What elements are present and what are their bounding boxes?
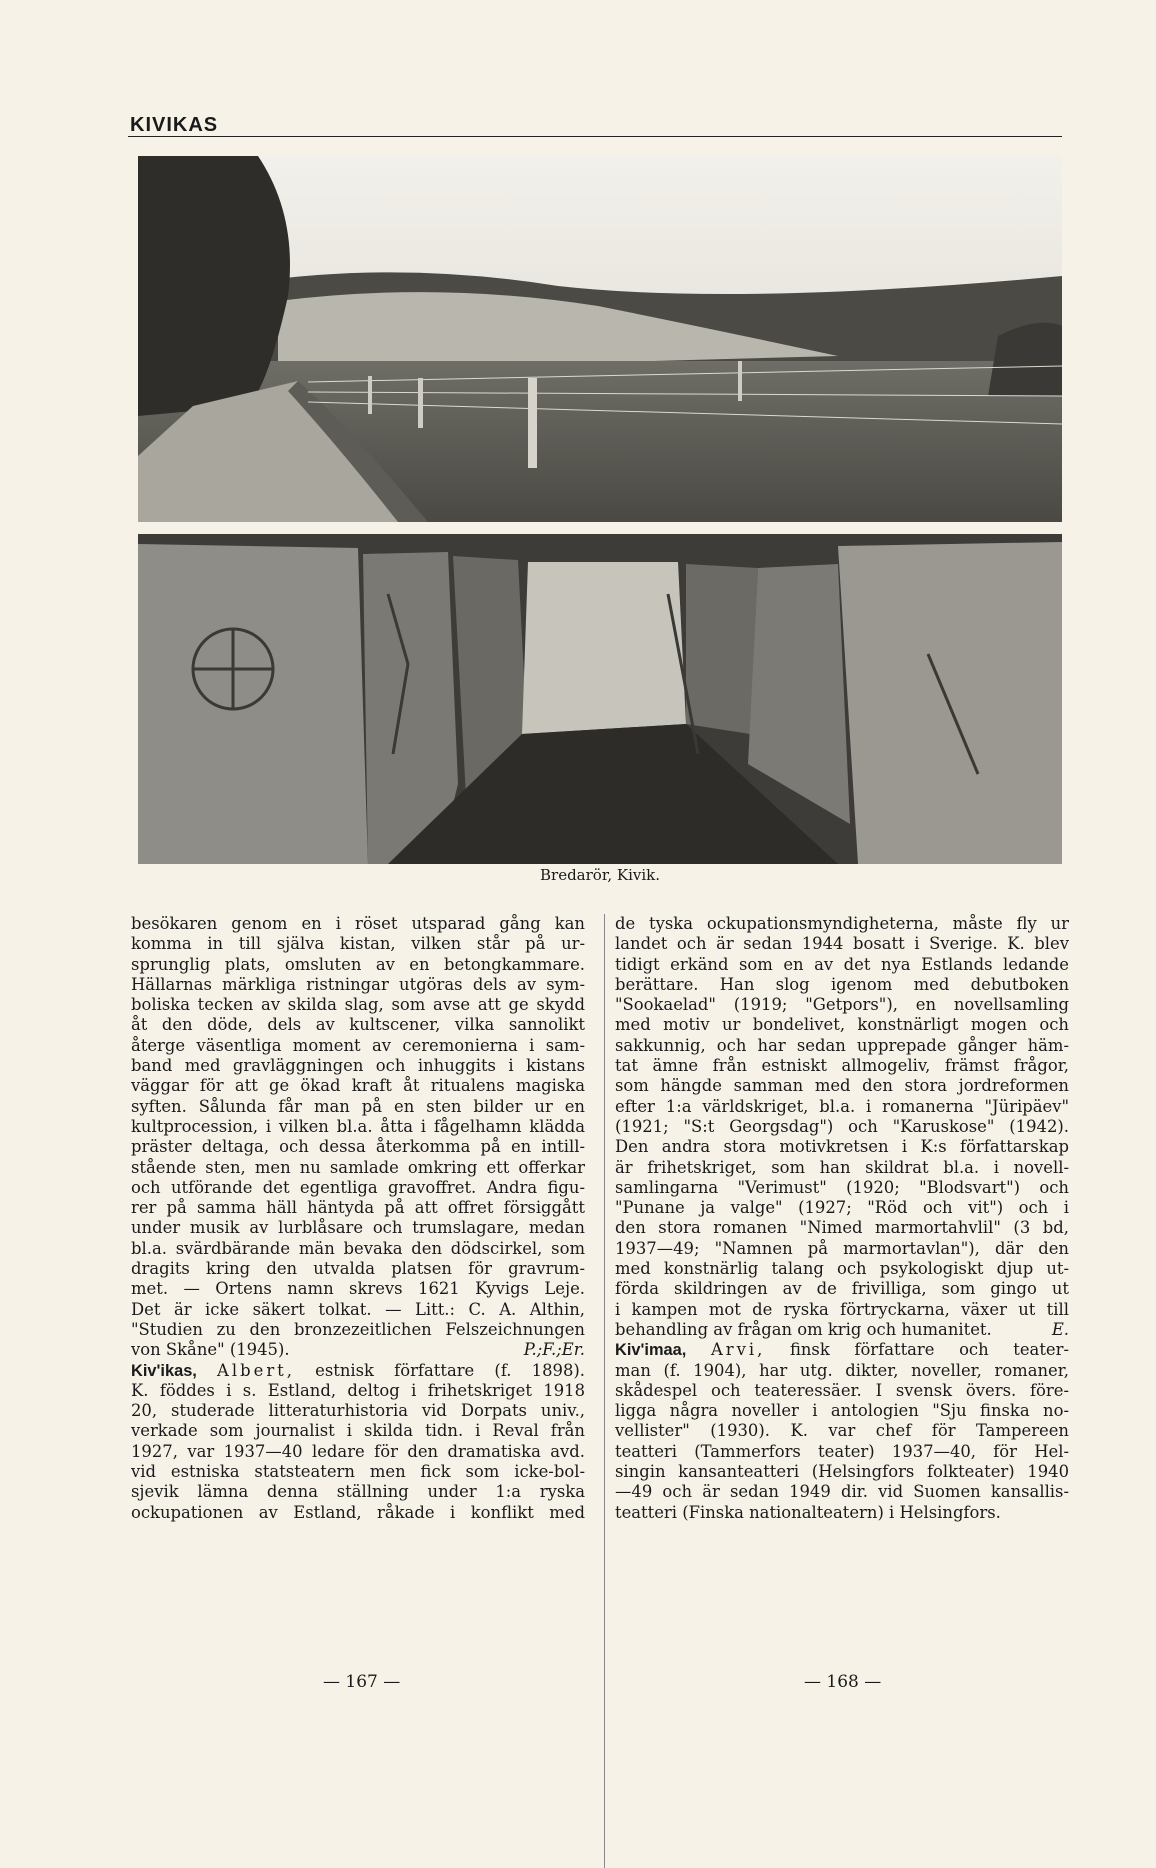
text-line: återge väsentliga moment av ceremonierna i sam- (131, 1035, 585, 1055)
text-line: "Studien zu den bronzezeitlichen Felszeichnungen (131, 1319, 585, 1339)
text-line: präster deltaga, och dessa återkomma på en intill- (131, 1137, 585, 1157)
text-line: met. — Ortens namn skrevs 1621 Kyvigs Leje. (131, 1279, 585, 1299)
text-line: boliska tecken av skilda slag, som avse att ge skydd (131, 995, 585, 1015)
text-line: 1937—49; "Namnen på marmortavlan"), där den (615, 1238, 1069, 1258)
running-head: KIVIKAS (130, 114, 219, 136)
text-line: landet och är sedan 1944 bosatt i Sverige. K. blev (615, 934, 1069, 954)
entry-first-line (615, 1340, 1069, 1360)
text-line: singin kansanteatteri (Helsingfors folkteater) 1940 (615, 1462, 1069, 1482)
text-line: vid estniska statsteatern men fick som icke-bol- (131, 1462, 585, 1482)
entry-headword: Kiv'ikas, (131, 1361, 197, 1380)
text-line: "Sookaelad" (1919; "Getpors"), en novellsamling (615, 995, 1069, 1015)
text-line: tidigt erkänd som en av det nya Estlands ledande (615, 954, 1069, 974)
text-line: behandling av frågan om krig och humanitet. (615, 1319, 992, 1339)
text-line: ockupationen av Estland, råkade i konflikt med (131, 1502, 585, 1522)
text-line: bl.a. svärdbärande män bevaka den dödscirkel, som (131, 1238, 585, 1258)
text-line: dragits kring den utvalda platsen för gravrum- (131, 1259, 585, 1279)
left-column (131, 914, 585, 1523)
text-line: förda skildringen av de frivilliga, som gingo ut (615, 1279, 1069, 1299)
text-line: samlingarna "Verimust" (1920; "Blodsvart") och (615, 1177, 1069, 1197)
text-line: väggar för att ge ökad kraft åt ritualens magiska (131, 1076, 585, 1096)
text-line: von Skåne" (1945). (131, 1340, 290, 1360)
text-line: komma in till själva kistan, vilken står på ur- (131, 934, 585, 954)
entry-headword: Kiv'imaa, (615, 1341, 687, 1360)
text-line: man (f. 1904), har utg. dikter, noveller, romaner, (615, 1360, 1069, 1380)
text-line: stående sten, men nu samlade omkring ett offerkar (131, 1157, 585, 1177)
text-line: finsk författare och teater- (789, 1340, 1069, 1360)
text-line: skådespel och teateressäer. I svensk övers. före- (615, 1380, 1069, 1400)
author-signature: E. (1051, 1319, 1069, 1339)
page-number-right: — 168 — (804, 1672, 882, 1692)
text-line: Den andra stora motivkretsen i K:s författarskap (615, 1137, 1069, 1157)
text-line-signed (615, 1320, 1069, 1340)
text-line: sakkunnig, och har sedan upprepade gånger häm- (615, 1035, 1069, 1055)
right-column (615, 914, 1069, 1523)
text-line: tat ämne från estniskt allmogeliv, främst frågor, (615, 1056, 1069, 1076)
text-line: teatteri (Tammerfors teater) 1937—40, för Hel- (615, 1441, 1069, 1461)
text-line: berättare. Han slog igenom med debutboken (615, 974, 1069, 994)
text-line: kultprocession, i vilken bl.a. åtta i fågelhamn klädda (131, 1116, 585, 1136)
text-line: Det är icke säkert tolkat. — Litt.: C. A. Althin, (131, 1299, 585, 1319)
text-line: är frihetskriget, som han skildrat bl.a. i novell- (615, 1157, 1069, 1177)
text-line-signed (131, 1340, 585, 1360)
page-number-left: — 167 — (323, 1672, 401, 1692)
text-line: med motiv ur bondelivet, konstnärligt mogen och (615, 1015, 1069, 1035)
entry-given-name: Arvi, (710, 1340, 766, 1360)
text-line: 1927, var 1937—40 ledare för den dramatiska avd. (131, 1441, 585, 1461)
text-line: estnisk författare (f. 1898). (315, 1360, 586, 1380)
landscape-with-cairn-photo (138, 156, 1062, 522)
text-line: åt den döde, dels av kultscener, vilka sannolikt (131, 1015, 585, 1035)
text-line: (1921; "S:t Georgsdag") och "Karuskose" (1942). (615, 1116, 1069, 1136)
text-line: "Punane ja valge" (1927; "Röd och vit") och i (615, 1198, 1069, 1218)
column-divider (604, 914, 605, 1868)
text-line: efter 1:a världskriget, bl.a. i romanerna "Jüripäev" (615, 1096, 1069, 1116)
author-signature: P.;F.;Er. (523, 1340, 585, 1360)
text-line: under musik av lurblåsare och trumslagare, medan (131, 1218, 585, 1238)
text-line: de tyska ockupationsmyndigheterna, måste fly ur (615, 914, 1069, 933)
text-line: i kampen mot de ryska förtryckarna, växer ut till (615, 1299, 1069, 1319)
text-line: sprunglig plats, omsluten av en betongkammare. (131, 954, 585, 974)
text-line: och utförande det egentliga gravoffret. Andra figu- (131, 1177, 585, 1197)
text-line: 20, studerade litteraturhistoria vid Dorpats univ., (131, 1401, 585, 1421)
text-line: med konstnärlig talang och psykologiskt djup ut- (615, 1259, 1069, 1279)
text-line: teatteri (Finska nationalteatern) i Helsingfors. (615, 1502, 1001, 1522)
text-line: besökaren genom en i röset utsparad gång kan (131, 914, 585, 933)
text-line: den stora romanen "Nimed marmortahvlil" (3 bd, (615, 1218, 1069, 1238)
text-line: sjevik lämna denna ställning under 1:a ryska (131, 1482, 585, 1502)
text-line: ligga några noveller i antologien "Sju finska no- (615, 1401, 1069, 1421)
text-line: syften. Sålunda får man på en sten bilder ur en (131, 1096, 585, 1116)
entry-first-line (131, 1361, 585, 1381)
text-line: Hällarnas märkliga ristningar utgöras dels av sym- (131, 974, 585, 994)
text-line: band med gravläggningen och inhuggits i kistans (131, 1056, 585, 1076)
text-line: K. föddes i s. Estland, deltog i frihetskriget 1918 (131, 1380, 585, 1400)
carved-stone-slabs-photo (138, 534, 1062, 864)
text-line: vellister" (1930). K. var chef för Tampereen (615, 1421, 1069, 1441)
text-line: rer på samma häll häntyda på att offret försiggått (131, 1198, 585, 1218)
header-rule (128, 136, 1062, 137)
text-line: som hängde samman med den stora jordreformen (615, 1076, 1069, 1096)
entry-given-name: Albert, (217, 1360, 295, 1380)
text-line: —49 och är sedan 1949 dir. vid Suomen kansallis- (615, 1482, 1069, 1502)
text-line: verkade som journalist i skilda tidn. i Reval från (131, 1421, 585, 1441)
figure-caption: Bredarör, Kivik. (540, 866, 661, 884)
